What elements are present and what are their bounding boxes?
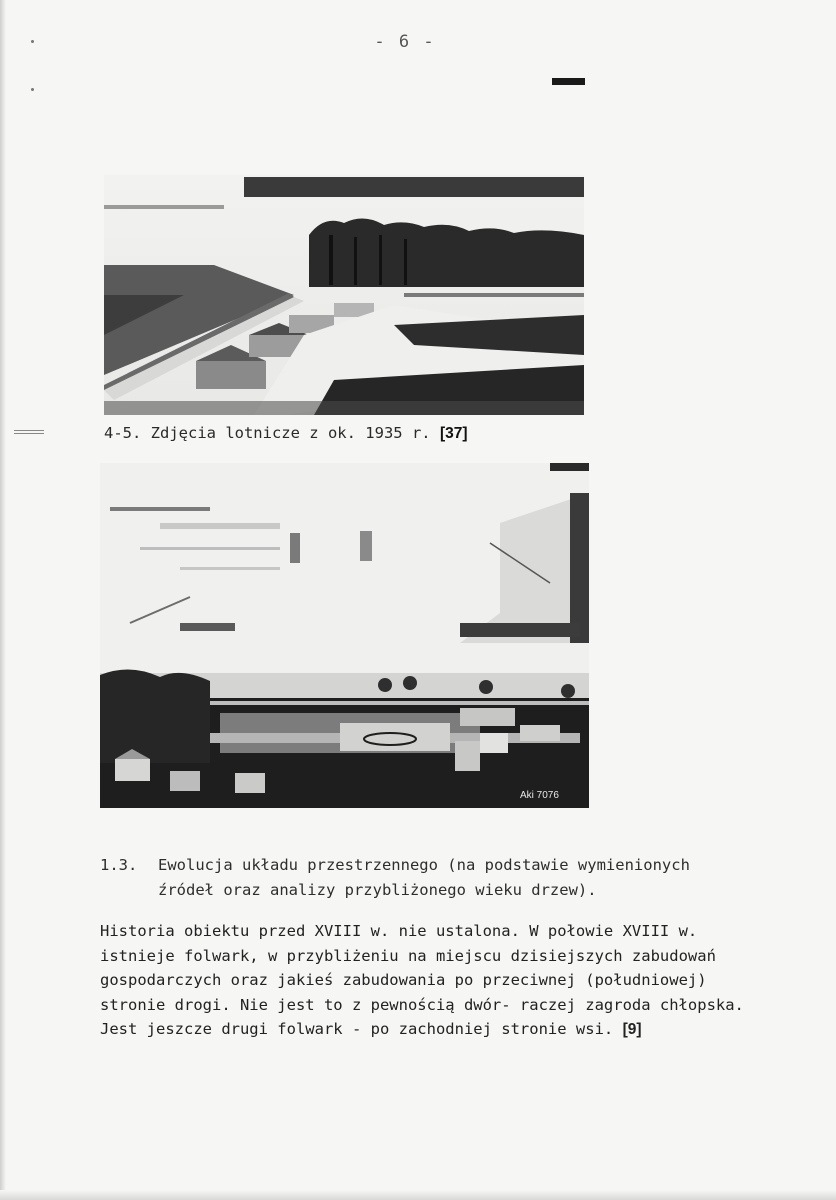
paragraph-line: istnieje folwark, w przybliżeniu na miejscu dzisiejszych zabudowań xyxy=(100,946,716,965)
page-bottom-shadow xyxy=(0,1190,836,1200)
paragraph-line: Jest jeszcze drugi folwark - po zachodniej stronie wsi. xyxy=(100,1020,614,1038)
aerial-photo-2 xyxy=(100,463,589,808)
photo-archive-marking: Aki 7076 xyxy=(520,790,559,801)
speck xyxy=(31,40,34,43)
corner-mark xyxy=(552,78,585,85)
section-title-line-2: źródeł oraz analizy przybliżonego wieku drzew). xyxy=(158,881,597,899)
section-heading xyxy=(100,853,760,903)
paragraph-line: Historia obiektu przed XVIII w. nie ustalona. W połowie XVIII w. xyxy=(100,922,698,940)
page-number: - 6 - xyxy=(374,32,436,52)
section-title-line-1: Ewolucja układu przestrzennego (na podstawie wymienionych xyxy=(158,856,690,874)
figure-caption xyxy=(104,424,468,443)
paragraph-line: gospodarczych oraz jakieś zabudowania po przeciwnej (południowej) xyxy=(100,971,707,989)
page-edge-shadow xyxy=(0,0,6,1200)
caption-reference: [37] xyxy=(439,425,468,442)
aerial-photo-1 xyxy=(104,175,584,415)
section-number: 1.3. xyxy=(100,856,138,874)
caption-text: 4-5. Zdjęcia lotnicze z ok. 1935 r. xyxy=(104,424,431,442)
paragraph-line: stronie drogi. Nie jest to z pewnością dwór- raczej zagroda chłopska. xyxy=(100,995,744,1014)
paragraph-reference: [9] xyxy=(622,1021,642,1038)
body-paragraph xyxy=(100,919,820,1043)
margin-mark xyxy=(14,430,44,436)
speck xyxy=(31,88,34,91)
